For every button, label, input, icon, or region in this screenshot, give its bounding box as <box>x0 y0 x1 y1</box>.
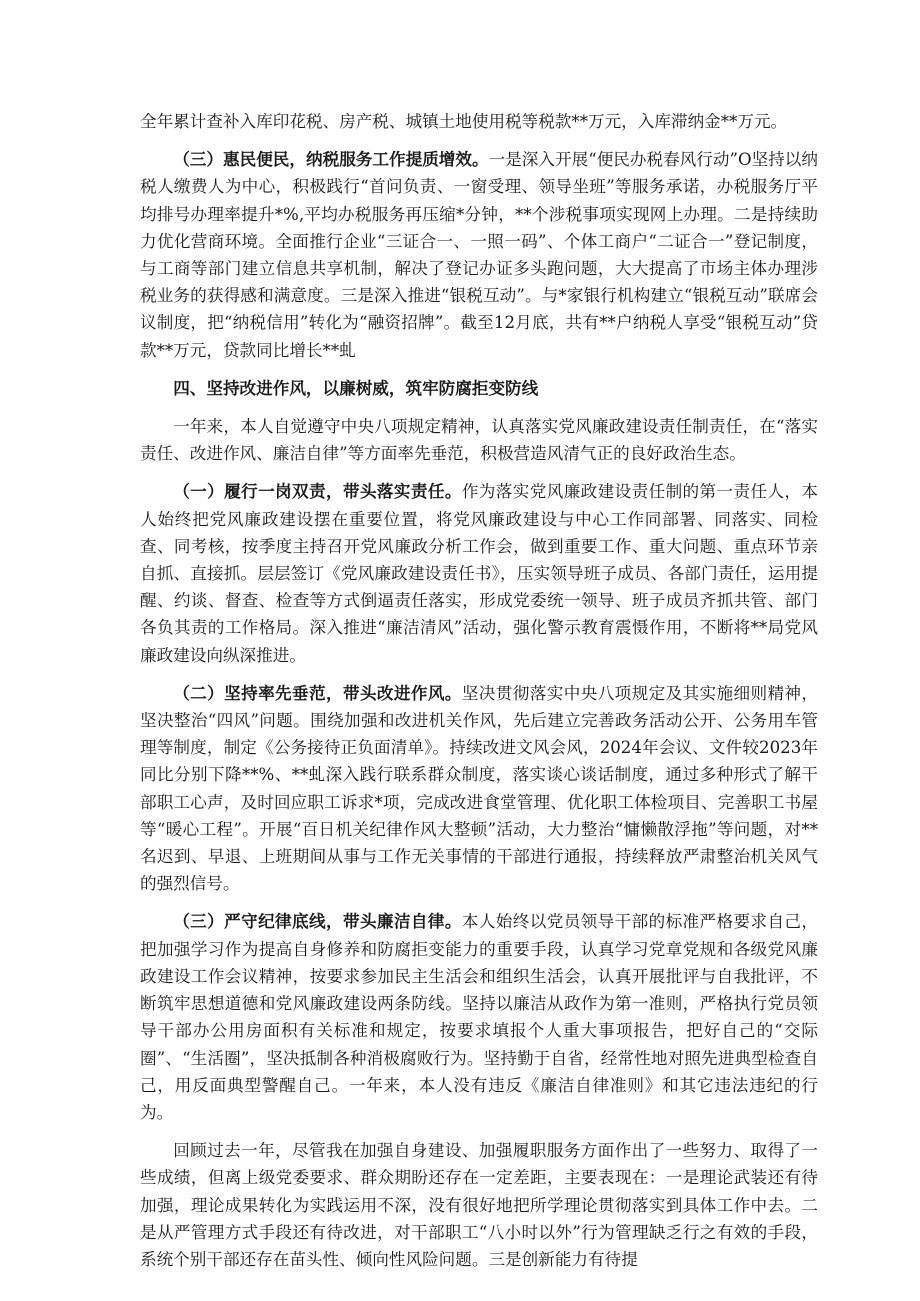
paragraph-text: 回顾过去一年，尽管我在加强自身建设、加强履职服务方面作出了一些努力、取得了一些成绩，但离上级党委要求、群众期盼还存在一定差距，主要表现在：一是理论武装还有待加强，理论成果转化为实践运用不深，没有很好地把所学理论贯彻落实到具体工作中去。二是从严管理方式手段还有待改进，对干部职工“八小时以外”行为管理缺乏行之有效的手段，系统个别干部还存在苗头性、倾向性风险问题。三是创新能力有待提 <box>140 1141 818 1269</box>
paragraph-text: 本人始终以党员领导干部的标准严格要求自己，把加强学习作为提高自身修养和防腐拒变能力的重要手段，认真学习党章党规和各级党风廉政建设工作会议精神，按要求参加民主生活会和组织生活会，认真开展批评与自我批评，不断筑牢思想道德和党风廉政建设两条防线。坚持以廉洁从政作为第一准则，严格执行党员领导干部办公用房面积有关标准和规定，按要求填报个人重大事项报告，把好自己的“交际圈”、“生活圈”，坚决抵制各种消极腐败行为。坚持勤于自省，经常性地对照先进典型检查自己，用反面典型警醒自己。一年来，本人没有违反《廉洁自律准则》和其它违法违纪的行为。 <box>140 912 818 1122</box>
paragraph-lead: （一）履行一岗双责，带头落实责任。 <box>173 481 462 502</box>
paragraph-intro <box>140 413 818 467</box>
paragraph-text: 全年累计查补入库印花税、房产税、城镇土地使用税等税款**万元，入库滞纳金**万元。 <box>140 112 788 131</box>
paragraph-text: 作为落实党风廉政建设责任制的第一责任人，本人始终把党风廉政建设摆在重要位置，将党风廉政建设与中心工作同部署、同落实、同检查、同考核，按季度主持召开党风廉政分析工作会，做到重要工作、重大问题、重点环节亲自抓、直接抓。层层签订《党风廉政建设责任书》，压实领导班子成员、各部门责任，运用提醒、约谈、督查、检查等方式倒逼责任落实，形成党委统一领导、班子成员齐抓共管、部门各负其责的工作格局。深入推进“廉洁清风”活动，强化警示教育震慑作用，不断将**局党风廉政建设向纵深推进。 <box>140 482 818 665</box>
paragraph-lead: （三）严守纪律底线，带头廉洁自律。 <box>173 911 462 932</box>
paragraph-tax-service <box>140 146 818 364</box>
paragraph-responsibility <box>140 478 818 668</box>
paragraph-review <box>140 1137 818 1273</box>
paragraph-discipline <box>140 908 818 1126</box>
paragraph-lead: （三）惠民便民，纳税服务工作提质增效。 <box>173 149 489 170</box>
paragraph-text: 一是深入开展“便民办税春风行动”O坚持以纳税人缴费人为中心，积极践行“首问负责、一窗受理、领导坐班”等服务承诺，办税服务厅平均排号办理率提升*%,平均办税服务再压缩*分钟，**个涉税事项实现网上办理。二是持续助力优化营商环境。全面推行企业“三证合一、一照一码”、个体工商户“二证合一”登记制度，与工商等部门建立信息共享机制，解决了登记办证多头跑问题，大大提高了市场主体办理涉税业务的获得感和满意度。三是深入推进“银税互动”。与*家银行机构建立“银税互动”联席会议制度，把“纳税信用”转化为“融资招牌”。截至12月底，共有**户纳税人享受“银税互动”贷款**万元，贷款同比增长**虬 <box>140 150 818 360</box>
section-heading-four: 四、坚持改进作风，以廉树威，筑牢防腐拒变防线 <box>173 377 539 398</box>
paragraph-work-style <box>140 680 818 898</box>
paragraph-tax-recovery <box>140 108 818 135</box>
paragraph-lead: （二）坚持率先垂范，带头改进作风。 <box>173 682 462 703</box>
paragraph-text: 一年来，本人自觉遵守中央八项规定精神，认真落实党风廉政建设责任制责任，在“落实责任、改进作风、廉洁自律”等方面率先垂范，积极营造风清气正的良好政治生态。 <box>140 417 818 464</box>
paragraph-text: 坚决贯彻落实中央八项规定及其实施细则精神，坚决整治“四风”问题。围绕加强和改进机关作风，先后建立完善政务活动公开、公务用车管理等制度，制定《公务接待正负面清单》。持续改进文风会风，2024年会议、文件较2023年同比分别下降**%、**虬深入践行联系群众制度，落实谈心谈话制度，通过多种形式了解干部职工心声，及时回应职工诉求*项，完成改进食堂管理、优化职工体检项目、完善职工书屋等“暖心工程”。开展“百日机关纪律作风大整顿”活动，大力整治“慵懒散浮拖”等问题，对**名迟到、早退、上班期间从事与工作无关事情的干部进行通报，持续释放严肃整治机关风气的强烈信号。 <box>140 683 818 894</box>
